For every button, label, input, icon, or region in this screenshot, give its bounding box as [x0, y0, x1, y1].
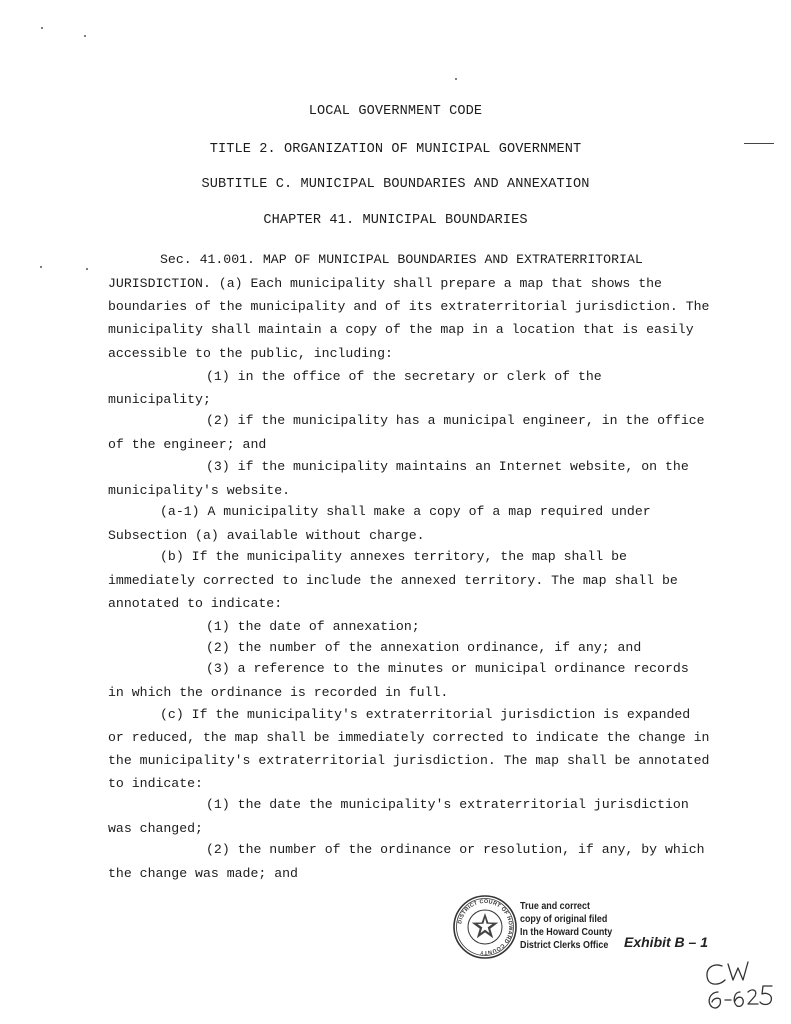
body-line: boundaries of the municipality and of its extraterritorial jurisdiction. The	[108, 299, 710, 314]
scan-speck	[41, 27, 43, 29]
body-line: Sec. 41.001. MAP OF MUNICIPAL BOUNDARIES AND EXTRATERRITORIAL	[160, 252, 643, 267]
code-heading: LOCAL GOVERNMENT CODE	[308, 104, 483, 119]
body-line: JURISDICTION. (a) Each municipality shall prepare a map that shows the	[108, 276, 662, 291]
stamp-text	[520, 900, 612, 952]
body-line: (2) the number of the annexation ordinance, if any; and	[206, 640, 642, 655]
body-line: (1) the date the municipality's extraterritorial jurisdiction	[206, 797, 689, 812]
body-line: (1) in the office of the secretary or clerk of the	[206, 369, 602, 384]
body-line: (1) the date of annexation;	[206, 619, 420, 634]
county-seal-icon	[452, 894, 518, 960]
body-line: municipality's website.	[108, 483, 291, 498]
scan-speck	[40, 266, 42, 268]
scan-speck	[84, 35, 86, 37]
stamp-line: In the Howard County	[520, 926, 613, 938]
body-line: (b) If the municipality annexes territory, the map shall be	[160, 549, 627, 564]
stamp-line: copy of original filed	[520, 913, 608, 925]
body-line: (3) if the municipality maintains an Internet website, on the	[206, 459, 689, 474]
body-line: of the engineer; and	[108, 437, 267, 452]
scan-speck	[86, 268, 88, 270]
body-line: (c) If the municipality's extraterritorial jurisdiction is expanded	[160, 707, 691, 722]
body-line: to indicate:	[108, 776, 203, 791]
body-line: the municipality's extraterritorial jurisdiction. The map shall be annotated	[108, 753, 710, 768]
exhibit-label: Exhibit B – 1	[624, 934, 709, 950]
stamp-line: True and correct	[520, 900, 590, 912]
chapter-heading: CHAPTER 41. MUNICIPAL BOUNDARIES	[263, 213, 528, 228]
body-line: Subsection (a) available without charge.	[108, 528, 425, 543]
subtitle-heading: SUBTITLE C. MUNICIPAL BOUNDARIES AND ANNEXATION	[201, 177, 590, 192]
body-line: in which the ordinance is recorded in full.	[108, 685, 449, 700]
body-line: municipality;	[108, 392, 211, 407]
body-line: immediately corrected to include the annexed territory. The map shall be	[108, 573, 678, 588]
body-line: (3) a reference to the minutes or municipal ordinance records	[206, 661, 689, 676]
body-line: (a-1) A municipality shall make a copy of a map required under	[160, 504, 651, 519]
stamp-line: District Clerks Office	[520, 939, 609, 951]
seal-lettering: DISTRICT COURT OF HOWARD COUNTY	[457, 898, 514, 956]
body-line: the change was made; and	[108, 866, 298, 881]
body-line: accessible to the public, including:	[108, 346, 393, 361]
certification-stamp	[452, 894, 712, 966]
body-line: was changed;	[108, 821, 203, 836]
handwritten-initials-icon	[700, 958, 790, 1014]
margin-mark	[744, 143, 774, 144]
body-line: (2) the number of the ordinance or resolution, if any, by which	[206, 842, 705, 857]
title-heading: TITLE 2. ORGANIZATION OF MUNICIPAL GOVERNMENT	[209, 142, 582, 157]
scan-speck	[455, 78, 457, 80]
body-line: or reduced, the map shall be immediately corrected to indicate the change in	[108, 730, 710, 745]
body-line: annotated to indicate:	[108, 596, 283, 611]
body-line: (2) if the municipality has a municipal engineer, in the office	[206, 413, 705, 428]
body-line: municipality shall maintain a copy of the map in a location that is easily	[108, 322, 694, 337]
